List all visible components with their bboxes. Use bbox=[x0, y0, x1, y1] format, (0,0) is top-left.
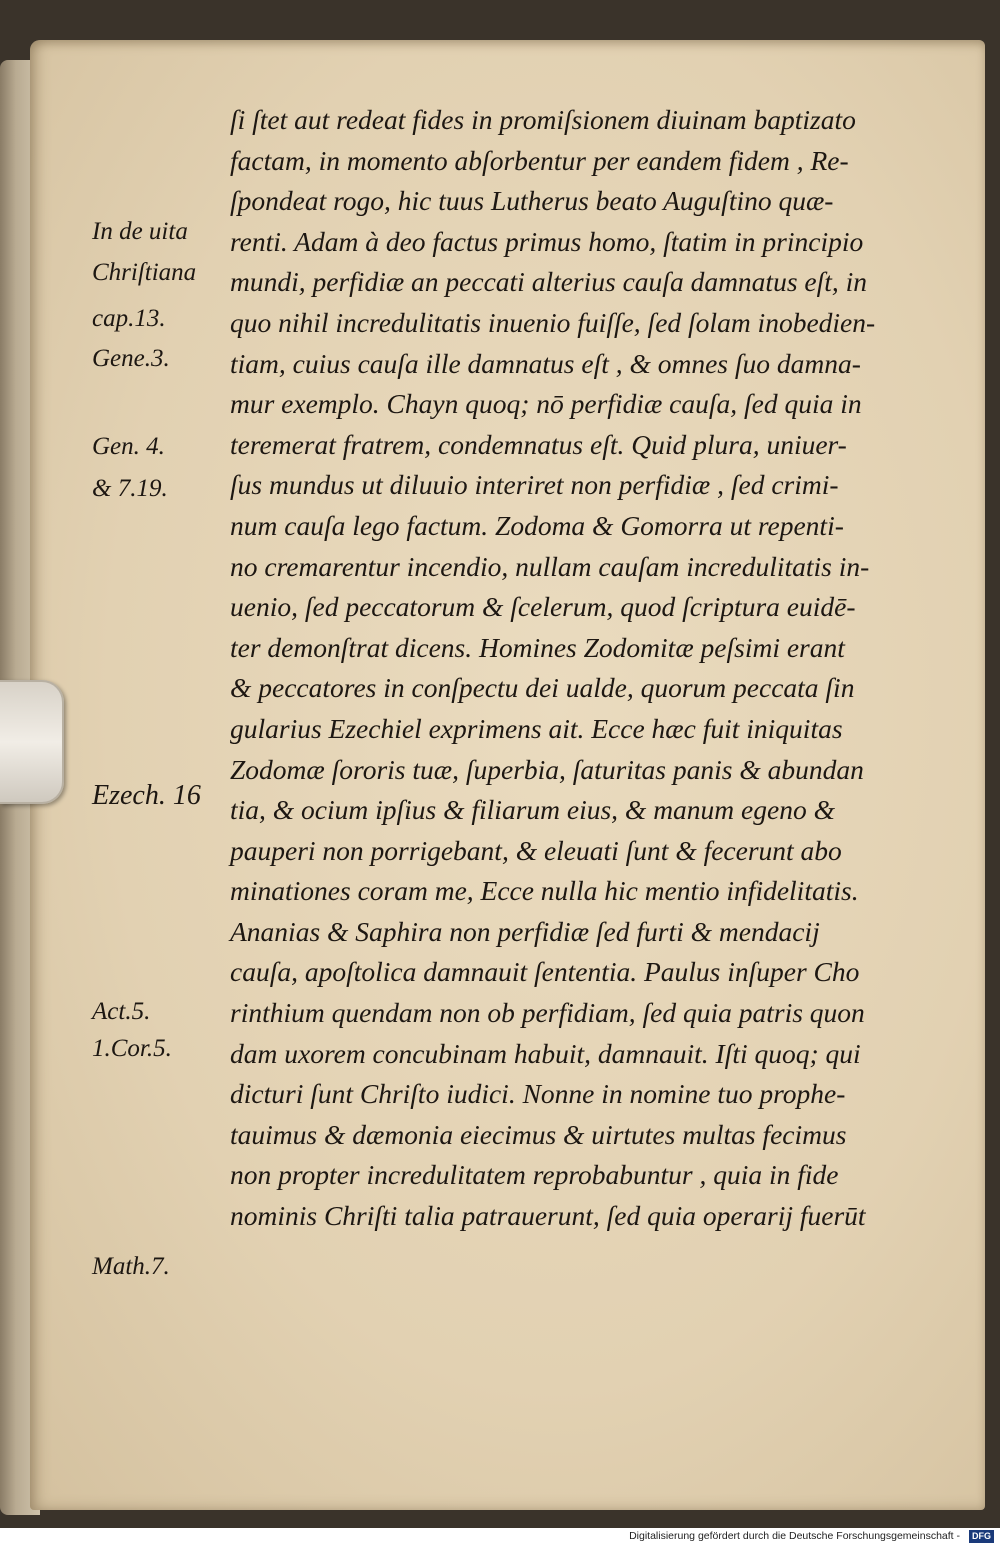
text-line: tauimus & dæmonia eiecimus & uirtutes multas fecimus bbox=[230, 1118, 847, 1150]
text-line: minationes coram me, Ecce nulla hic mentio infidelitatis. bbox=[230, 875, 859, 907]
digitization-footer bbox=[0, 1528, 1000, 1545]
margin-note-math7: Math.7. bbox=[92, 1253, 170, 1280]
text-line: ſus mundus ut diluuio interiret non perfidiæ , ſed crimi- bbox=[230, 469, 839, 501]
text-line: mur exemplo. Chayn quoq; nō perfidiæ cauſa, ſed quia in bbox=[230, 388, 862, 420]
margin-note-christiana: Chriſtiana bbox=[92, 259, 197, 286]
text-line: pauperi non porrigebant, & eleuati ſunt & fecerunt abo bbox=[230, 834, 842, 866]
text-line: gularius Ezechiel exprimens ait. Ecce hæc fuit iniquitas bbox=[230, 712, 843, 744]
text-line: ſpondeat rogo, hic tuus Lutherus beato Auguſtino quæ- bbox=[230, 185, 834, 217]
text-line: Zodomæ ſororis tuæ, ſuperbia, ſaturitas panis & abundan bbox=[230, 753, 864, 785]
text-line: ſi ſtet aut redeat fides in promiſsionem diuinam baptizato bbox=[230, 104, 856, 135]
text-line: tia, & ocium ipſius & filiarum eius, & manum egeno & bbox=[230, 794, 835, 826]
dfg-logo: DFG bbox=[969, 1530, 994, 1543]
text-line: num cauſa lego factum. Zodoma & Gomorra ut repenti- bbox=[230, 509, 844, 541]
text-line: Ananias & Saphira non perfidiæ ſed furti & mendacij bbox=[230, 915, 820, 947]
text-line: & peccatores in conſpectu dei ualde, quorum peccata ſin bbox=[230, 672, 855, 704]
margin-note-ezech16: Ezech. 16 bbox=[92, 780, 201, 811]
margin-note-gene3: Gene.3. bbox=[92, 345, 170, 372]
page-clip bbox=[0, 680, 64, 804]
text-line: rinthium quendam non ob perfidiam, ſed quia patris quon bbox=[230, 997, 865, 1029]
text-line: cauſa, apoſtolica damnauit ſententia. Paulus inſuper Cho bbox=[230, 956, 860, 988]
text-line: renti. Adam à deo factus primus homo, ſtatim in principio bbox=[230, 225, 864, 257]
text-line: dam uxorem concubinam habuit, damnauit. Iſti quoq; qui bbox=[230, 1037, 861, 1069]
book-page bbox=[30, 40, 985, 1510]
text-line: dicturi ſunt Chriſto iudici. Nonne in nomine tuo prophe- bbox=[230, 1078, 846, 1110]
text-line: mundi, perfidiæ an peccati alterius cauſa damnatus eſt, in bbox=[230, 266, 868, 298]
text-line: uenio, ſed peccatorum & ſcelerum, quod ſcriptura euidē- bbox=[230, 591, 856, 623]
text-line: tiam, cuius cauſa ille damnatus eſt , & omnes ſuo damna- bbox=[230, 347, 861, 379]
margin-note-gen4: Gen. 4. bbox=[92, 433, 165, 460]
margin-note-cor5: 1.Cor.5. bbox=[92, 1035, 172, 1062]
margin-note-act5: Act.5. bbox=[92, 998, 151, 1025]
margin-note-inde-uita: In de uita bbox=[92, 218, 188, 245]
text-line: quo nihil incredulitatis inuenio fuiſſe, ſed ſolam inobedien- bbox=[230, 306, 876, 338]
text-line: factam, in momento abſorbentur per eandem fidem , Re- bbox=[230, 144, 849, 176]
margin-note-gen719: & 7.19. bbox=[92, 475, 168, 502]
margin-note-cap13: cap.13. bbox=[92, 305, 166, 332]
text-line: non propter incredulitatem reprobabuntur , quia in fide bbox=[230, 1159, 839, 1191]
footer-credit: Digitalisierung gefördert durch die Deutsche Forschungsgemeinschaft - bbox=[629, 1530, 960, 1542]
text-line: teremerat fratrem, condemnatus eſt. Quid plura, uniuer- bbox=[230, 428, 847, 460]
text-line: no cremarentur incendio, nullam cauſam incredulitatis in- bbox=[230, 550, 870, 582]
text-line: nominis Chriſti talia patrauerunt, ſed quia operarij fuerūt bbox=[230, 1200, 866, 1232]
body-text bbox=[230, 100, 970, 1237]
text-line: ter demonſtrat dicens. Homines Zodomitæ peſsimi erant bbox=[230, 631, 845, 663]
